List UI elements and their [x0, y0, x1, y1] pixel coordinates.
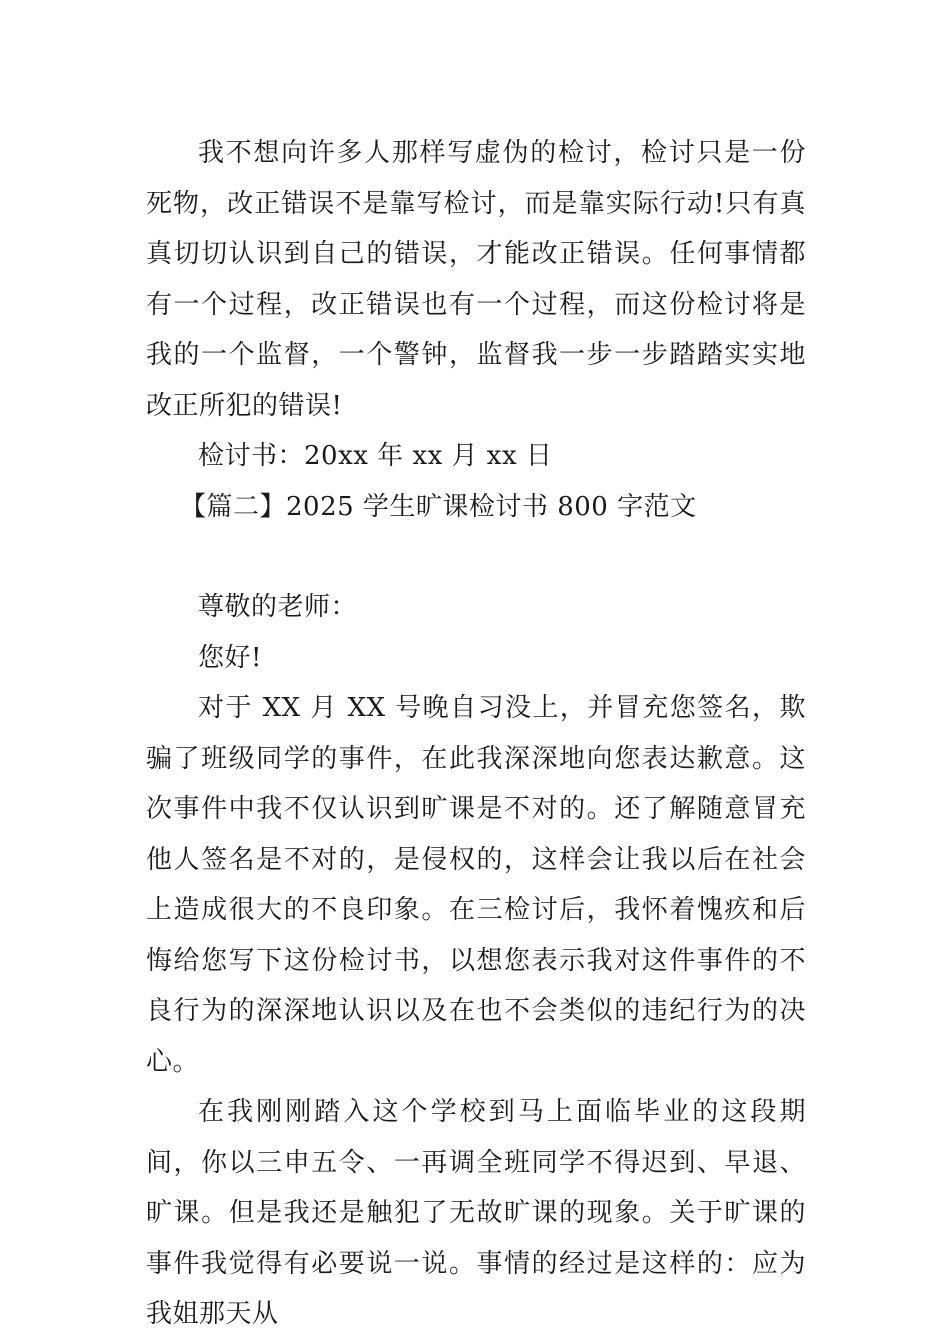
- paragraph-incident: 在我刚刚踏入这个学校到马上面临毕业的这段期间，你以三申五令、一再调全班同学不得迟到、早退、旷课。但是我还是触犯了无故旷课的现象。关于旷课的事件我觉得有必要说一说。事情的经过是这样的：应为我姐那天从: [146, 1097, 806, 1329]
- paragraph-self-reflection: 我不想向许多人那样写虚伪的检讨，检讨只是一份死物，改正错误不是靠写检讨，而是靠实际行动!只有真真切切认识到自己的错误，才能改正错误。任何事情都有一个过程，改正错误也有一个过程，而这份检讨将是我的一个监督，一个警钟，监督我一步一步踏踏实实地改正所犯的错误!: [146, 138, 806, 421]
- document-body: [146, 128, 806, 1340]
- paragraph-apology: 对于 XX 月 XX 号晚自习没上，并冒充您签名，欺骗了班级同学的事件，在此我深深地向您表达歉意。这次事件中我不仅认识到旷课是不对的。还了解随意冒充他人签名是不对的，是侵权的，这样会让我以后在社会上造成很大的不良印象。在三检讨后，我怀着愧疚和后悔给您写下这份检讨书，以想您表示我对这件事件的不良行为的深深地认识以及在也不会类似的违纪行为的决心。: [146, 693, 806, 1077]
- blank-line: [146, 532, 806, 582]
- section-heading: 【篇二】2025 学生旷课检讨书 800 字范文: [180, 491, 697, 522]
- salutation: 尊敬的老师：: [198, 592, 358, 622]
- date-line: 检讨书：20xx 年 xx 月 xx 日: [198, 441, 553, 471]
- greeting: 您好!: [198, 642, 262, 673]
